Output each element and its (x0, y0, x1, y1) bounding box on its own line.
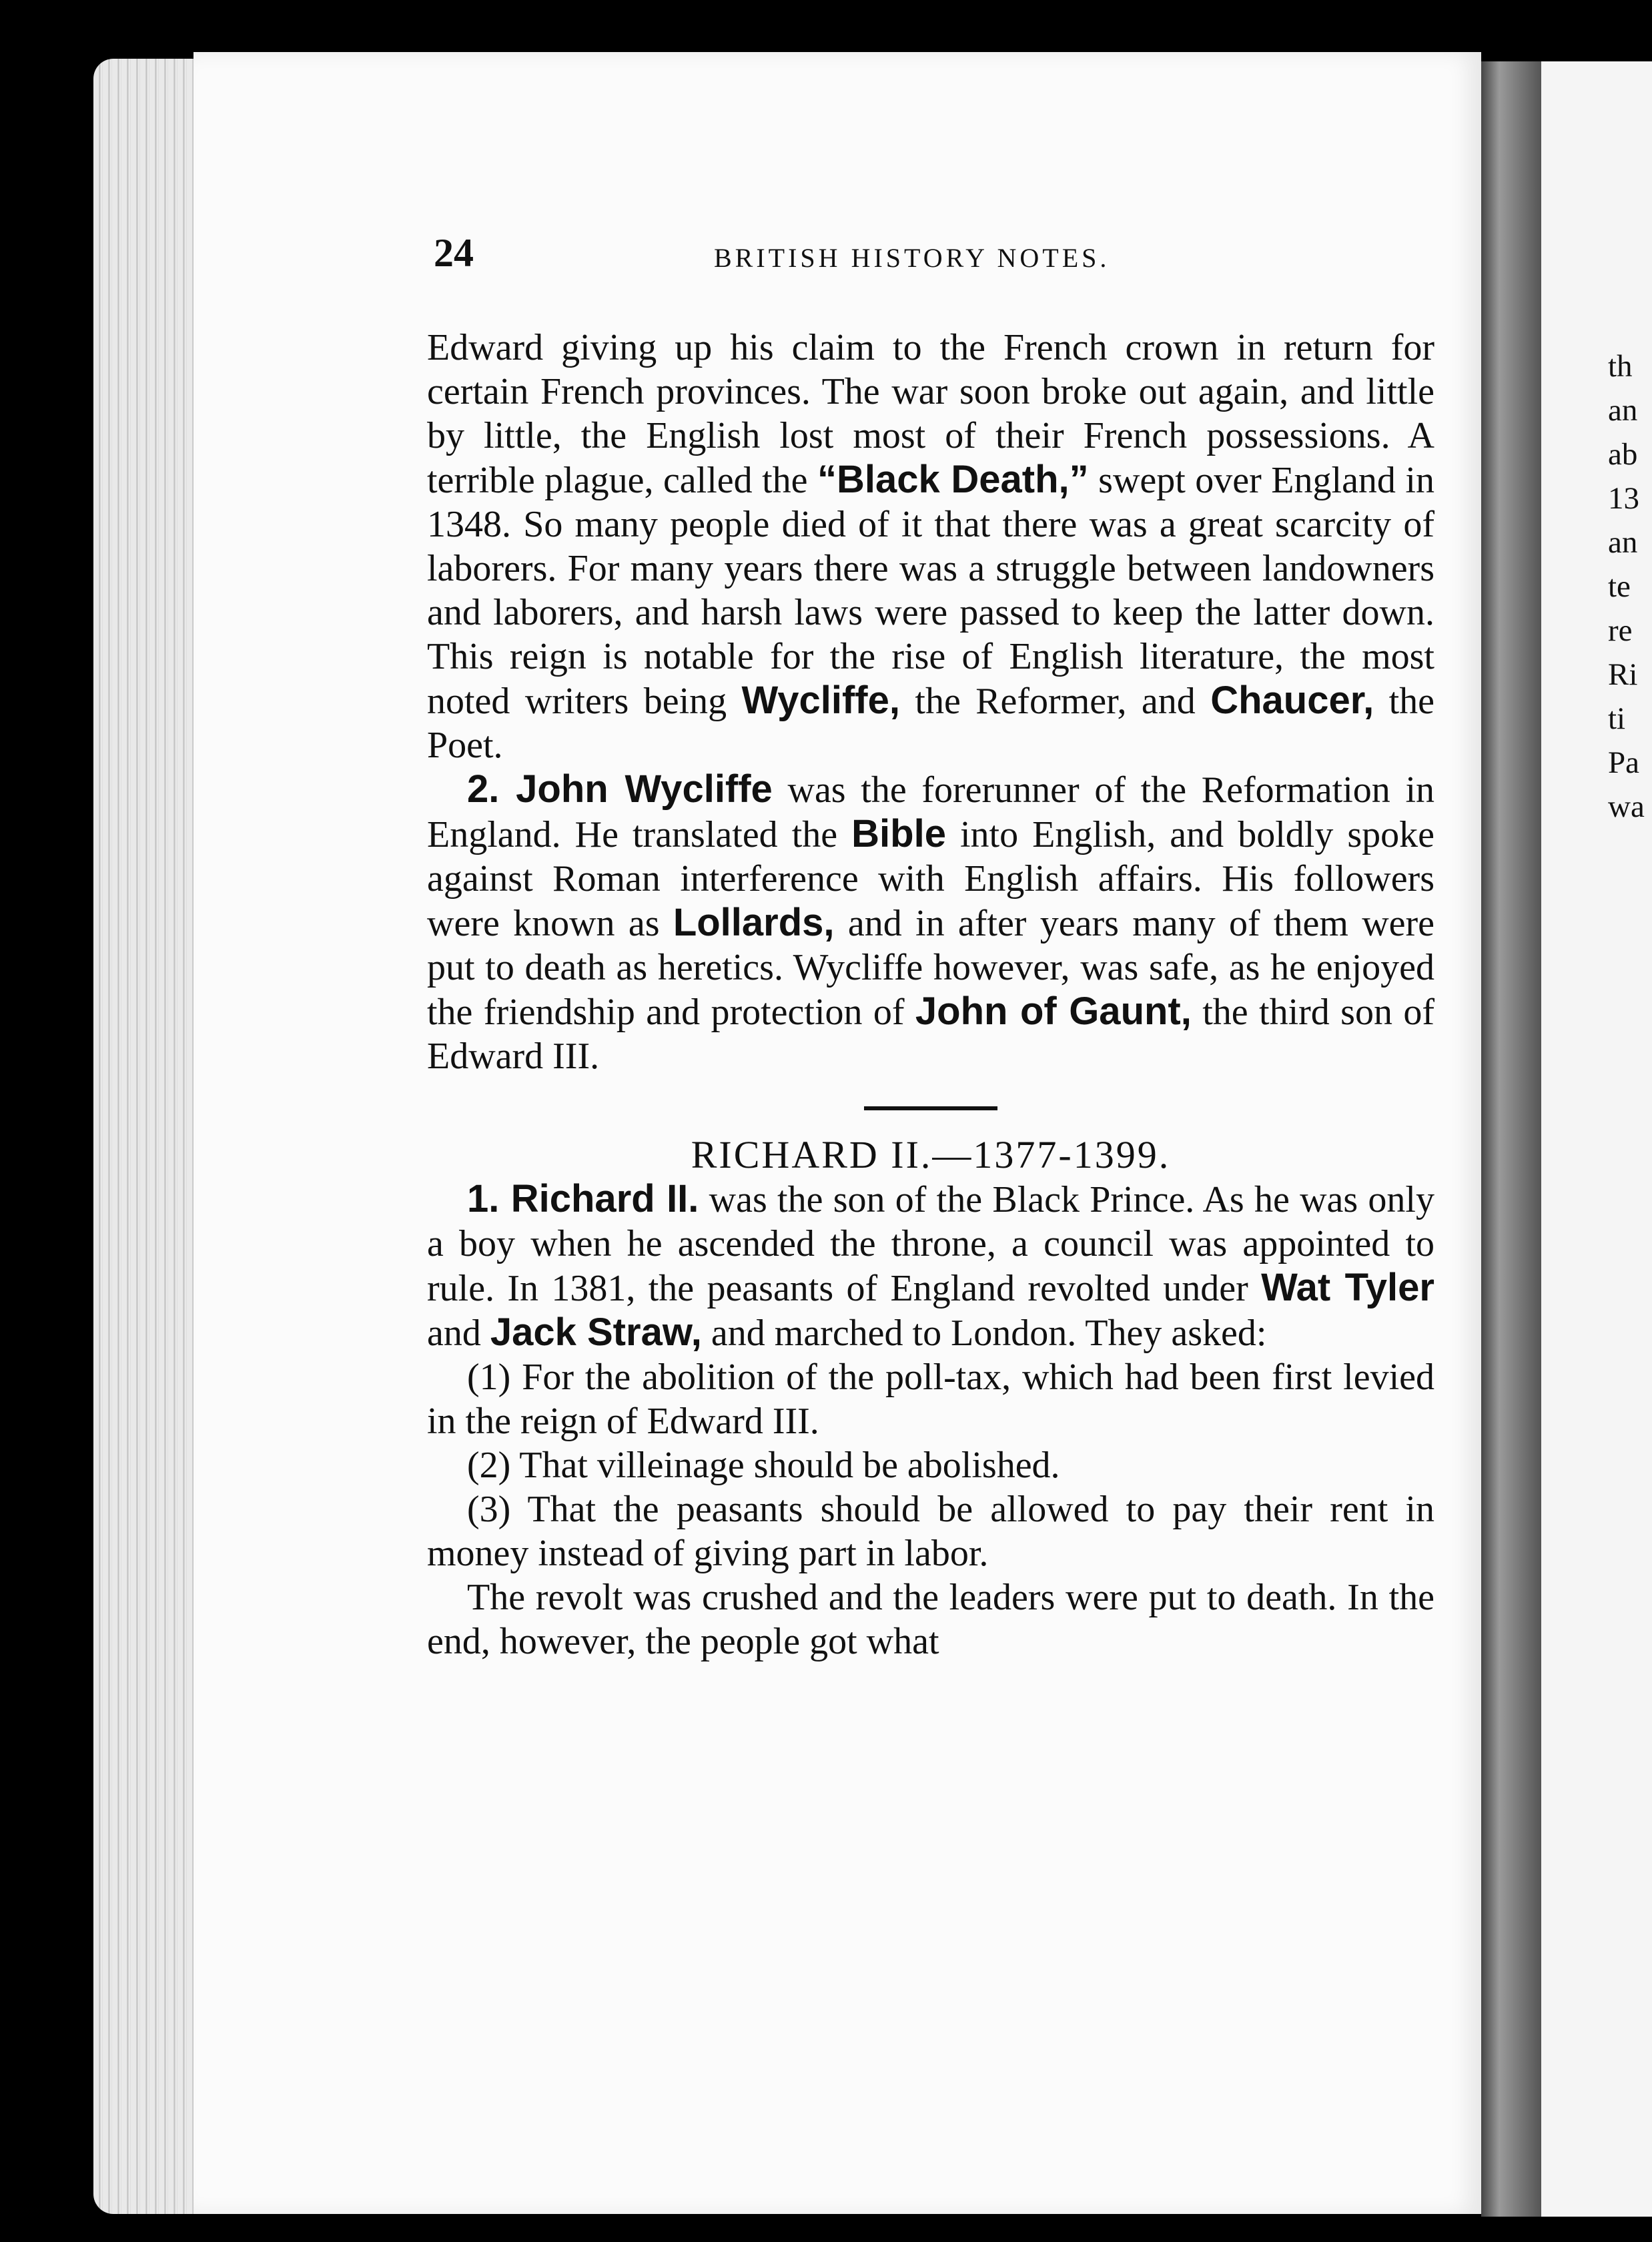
text-run: was the son of the Black Prince. As he was only a boy when he ascended the throne, a council was appointed to rule. In 1381, the peasants of England revolted under (427, 1179, 1434, 1309)
list-item (427, 1355, 1434, 1443)
facing-page-fragment: ti (1608, 701, 1626, 736)
facing-page-fragment: ab (1608, 437, 1638, 472)
list-text: That villeinage should be abolished. (519, 1445, 1060, 1486)
paragraph (427, 767, 1434, 1078)
list-item (427, 1487, 1434, 1575)
list-number: (1) (467, 1357, 511, 1398)
bold-term: Wat Tyler (1261, 1266, 1434, 1309)
bold-term: 1. Richard II. (467, 1177, 699, 1220)
section-heading: RICHARD II.—1377-1399. (691, 1133, 1171, 1176)
bold-term: Jack Straw, (490, 1311, 702, 1354)
bold-term: Bible (851, 812, 946, 855)
facing-page-fragment: Ri (1608, 657, 1638, 692)
list-number: (2) (467, 1445, 511, 1486)
page-text (427, 326, 1434, 1663)
bold-term: “Black Death,” (817, 458, 1089, 501)
bold-term: Lollards, (673, 901, 835, 944)
text-run: and marched to London. They asked: (701, 1313, 1267, 1354)
facing-page-fragment: te (1608, 569, 1631, 604)
section-divider (864, 1106, 997, 1110)
bold-term: 2. John Wycliffe (467, 767, 773, 811)
facing-page-edge (1541, 61, 1652, 2217)
bold-term: Wycliffe, (741, 679, 900, 722)
text-run: the Poet. (427, 681, 1435, 766)
facing-page-fragment: an (1608, 393, 1638, 428)
facing-page-fragment: 13 (1608, 481, 1639, 516)
facing-page-fragment: Pa (1608, 745, 1639, 780)
text-run: Edward giving up his claim to the French crown in return for certain French provinces. The war soon broke out again, and little by little, the English lost most of their French possessions. A terrible plague, called the (427, 327, 1434, 501)
facing-page-fragment: wa (1608, 789, 1645, 824)
page-number: 24 (434, 231, 474, 275)
list-text: That the peasants should be allowed to pay their rent in money instead of giving part in labor. (427, 1489, 1434, 1574)
text-run: the Reformer, and (899, 681, 1211, 722)
paragraph (427, 1177, 1434, 1355)
facing-page-fragment: th (1608, 349, 1633, 384)
paragraph: The revolt was crushed and the leaders were put to death. In the end, however, the people got what (427, 1577, 1434, 1662)
facing-page-fragment: re (1608, 613, 1633, 648)
running-title: BRITISH HISTORY NOTES. (714, 243, 1110, 273)
text-run: and (427, 1313, 490, 1354)
text-run: and in after years many of them were put to death as heretics. Wycliffe however, was safe, as he enjoyed the friendship and protection of (427, 903, 1435, 1033)
page-edges (93, 59, 193, 2214)
list-number: (3) (467, 1489, 511, 1530)
text-run: into English, and boldly spoke against Roman interference with English affairs. His followers were known as (427, 814, 1434, 944)
bold-term: Chaucer, (1210, 679, 1374, 722)
text-run: swept over England in 1348. So many people died of it that there was a great scarcity of laborers. For many years there was a struggle between landowners and laborers, and harsh laws were passed to keep the latter down. This reign is notable for the rise of English literature, the most noted writers being (427, 460, 1434, 722)
text-run: the third son of Edward III. (427, 992, 1435, 1077)
bold-term: John of Gaunt, (915, 990, 1192, 1033)
paragraph (427, 326, 1434, 767)
list-text: For the abolition of the poll-tax, which had been first levied in the reign of Edward III. (427, 1357, 1435, 1442)
text-run: was the forerunner of the Reformation in England. He translated the (427, 769, 1435, 855)
facing-page-fragment: an (1608, 525, 1638, 560)
list-item (427, 1443, 1434, 1487)
book-gutter (1481, 61, 1541, 2217)
